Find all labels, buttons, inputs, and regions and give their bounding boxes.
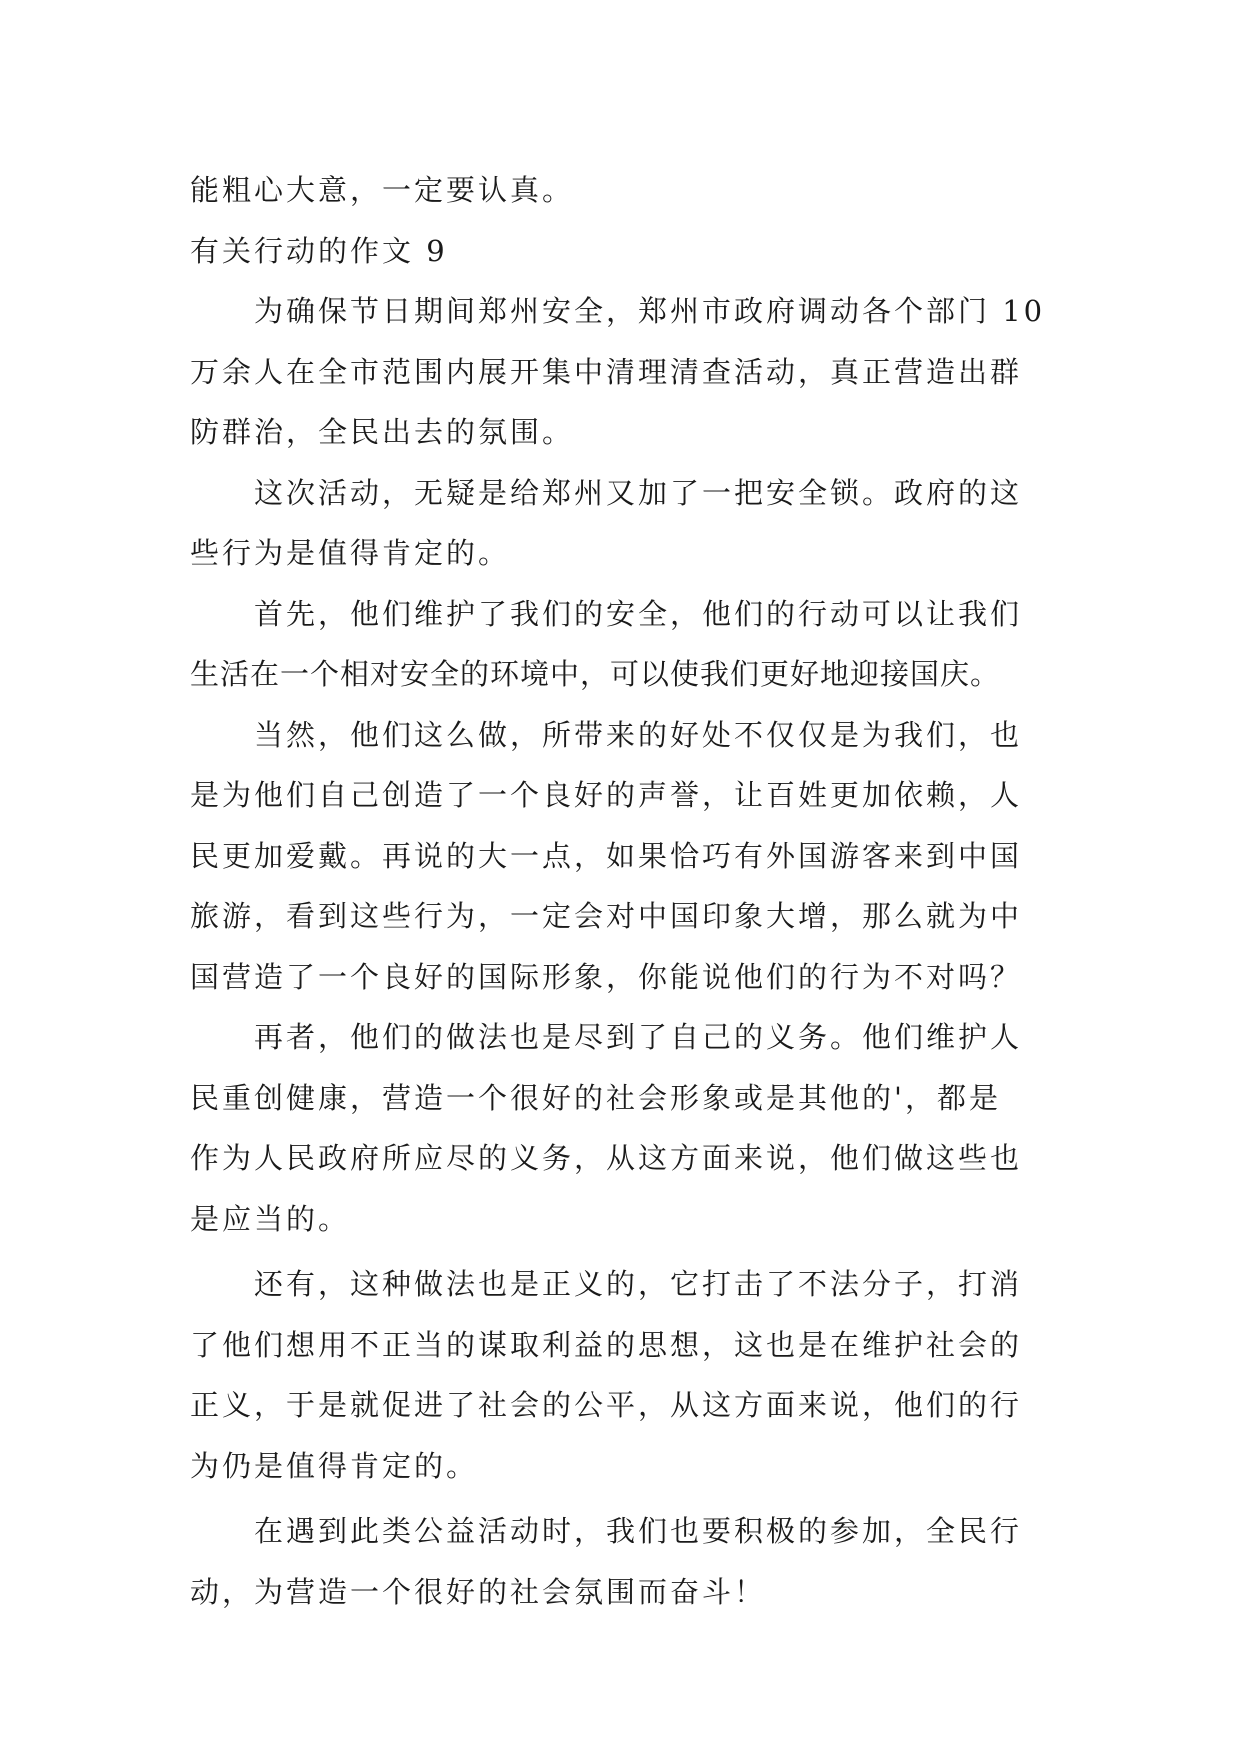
paragraph-line: 生活在一个相对安全的环境中，可以使我们更好地迎接国庆。 <box>190 657 1001 691</box>
paragraph-line: 首先，他们维护了我们的安全，他们的行动可以让我们 <box>254 596 1023 631</box>
paragraph-line: 动，为营造一个很好的社会氛围而奋斗！ <box>190 1574 767 1609</box>
paragraph-line: 万余人在全市范围内展开集中清理清查活动，真正营造出群 <box>190 354 1023 389</box>
paragraph-line: 了他们想用不正当的谋取利益的思想，这也是在维护社会的 <box>190 1327 1023 1362</box>
paragraph-line: 为仍是值得肯定的。 <box>190 1448 479 1483</box>
paragraph-line: 民重创健康，营造一个很好的社会形象或是其他的'，都是 <box>190 1080 1001 1115</box>
paragraph-line: 是应当的。 <box>190 1201 351 1236</box>
paragraph-line: 防群治，全民出去的氛围。 <box>190 415 575 449</box>
paragraph-line: 作为人民政府所应尽的义务，从这方面来说，他们做这些也 <box>190 1141 1023 1175</box>
paragraph-line: 为确保节日期间郑州安全，郑州市政府调动各个部门 10 <box>254 294 1046 328</box>
paragraph-line: 在遇到此类公益活动时，我们也要积极的参加，全民行 <box>254 1514 1023 1548</box>
paragraph-line: 这次活动，无疑是给郑州又加了一把安全锁。政府的这 <box>254 475 1023 510</box>
essay-title: 有关行动的作文 9 <box>190 233 448 268</box>
paragraph-line: 旅游，看到这些行为，一定会对中国印象大增，那么就为中 <box>190 899 1023 933</box>
text-line: 能粗心大意，一定要认真。 <box>190 173 575 207</box>
paragraph-line: 还有，这种做法也是正义的，它打击了不法分子，打消 <box>254 1267 1023 1301</box>
paragraph-line: 些行为是值得肯定的。 <box>190 536 511 570</box>
paragraph-line: 当然，他们这么做，所带来的好处不仅仅是为我们，也 <box>254 717 1023 752</box>
paragraph-line: 民更加爱戴。再说的大一点，如果恰巧有外国游客来到中国 <box>190 838 1023 873</box>
paragraph-line: 再者，他们的做法也是尽到了自己的义务。他们维护人 <box>254 1020 1023 1054</box>
paragraph-line: 正义，于是就促进了社会的公平，从这方面来说，他们的行 <box>190 1388 1023 1422</box>
paragraph-line: 国营造了一个良好的国际形象，你能说他们的行为不对吗？ <box>190 959 1023 994</box>
document-page <box>190 160 1056 1622</box>
paragraph-line: 是为他们自己创造了一个良好的声誉，让百姓更加依赖，人 <box>190 778 1023 812</box>
